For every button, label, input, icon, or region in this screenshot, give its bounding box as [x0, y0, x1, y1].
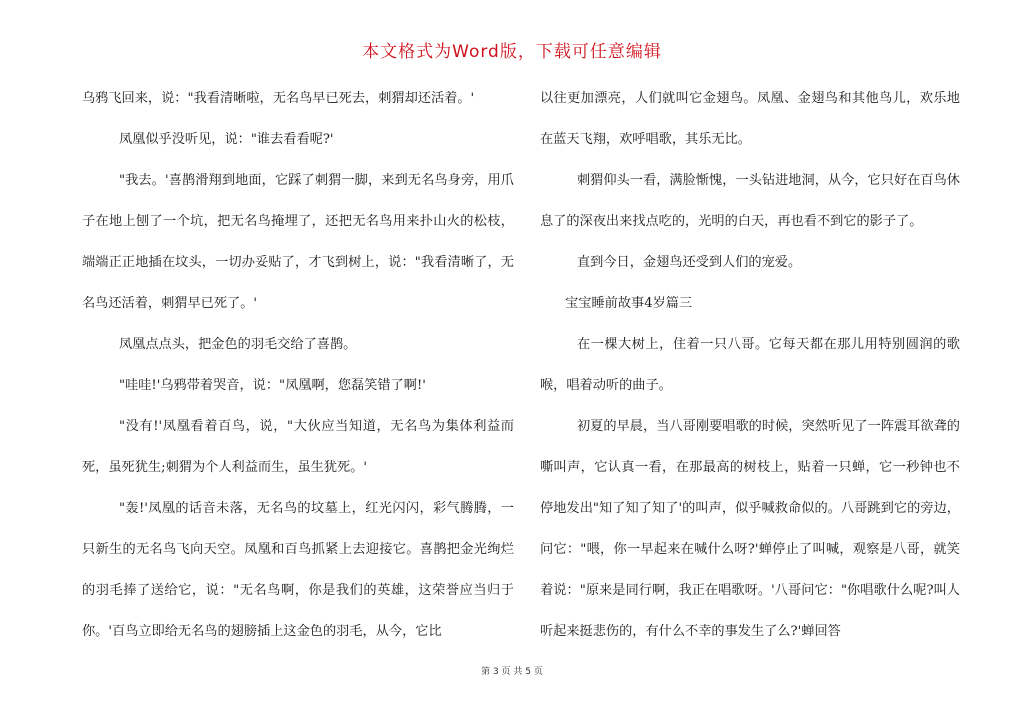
paragraph: "我去。'喜鹊滑翔到地面，它踩了刺猬一脚，来到无名鸟身旁，用爪子在地上刨了一个坑，把无名鸟掩埋了，还把无名鸟用来扑山火的松枝，端端正正地插在坟头，一切办妥贴了，才飞到树上，说："我看清晰了，无名鸟还活着，刺猬早已死了。' — [82, 173, 514, 311]
section-heading: 宝宝睡前故事4岁篇三 — [565, 296, 693, 311]
document-banner: 本文格式为Word版，下载可任意编辑 — [362, 42, 662, 62]
paragraph: "哇哇!'乌鸦带着哭音，说："凤凰啊，您磊笑错了啊!' — [118, 378, 426, 393]
paragraph: 在一棵大树上，住着一只八哥。它每天都在那儿用特别圆润的歌喉，唱着动听的曲子。 — [540, 337, 960, 393]
right-column — [540, 78, 960, 652]
paragraph: 以往更加漂亮，人们就叫它金翅鸟。凤凰、金翅鸟和其他鸟儿，欢乐地在蓝天飞翔，欢呼唱歌，其乐无比。 — [540, 91, 960, 147]
paragraph: 乌鸦飞回来，说："我看清晰啦，无名鸟早已死去，刺猬却还活着。' — [82, 91, 475, 106]
paragraph: 凤凰似乎没听见，说："谁去看看呢?' — [118, 132, 334, 147]
paragraph: 凤凰点点头，把金色的羽毛交给了喜鹊。 — [118, 337, 357, 352]
paragraph: "轰!'凤凰的话音未落，无名鸟的坟墓上，红光闪闪，彩气腾腾，一只新生的无名鸟飞向天空。凤凰和百鸟抓紧上去迎接它。喜鹊把金光绚烂的羽毛捧了送给它，说："无名鸟啊，你是我们的英雄，这荣誉应当归于你。'百鸟立即给无名鸟的翅膀插上这金色的羽毛，从今，它比 — [82, 501, 514, 639]
paragraph: 初夏的早晨，当八哥刚要唱歌的时候，突然听见了一阵震耳欲聋的嘶叫声，它认真一看，在那最高的树枝上，贴着一只蝉，它一秒钟也不停地发出"知了知了知了'的叫声，似乎喊救命似的。八哥跳到它的旁边，问它："喂，你一早起来在喊什么呀?'蝉停止了叫喊，观察是八哥，就笑着说："原来是同行啊，我正在唱歌呀。'八哥问它："你唱歌什么呢?叫人听起来挺悲伤的，有什么不幸的事发生了么?'蝉回答 — [540, 419, 960, 639]
paragraph: 刺猬仰头一看，满脸惭愧，一头钻进地洞，从今，它只好在百鸟休息了的深夜出来找点吃的，光明的白天，再也看不到它的影子了。 — [540, 173, 960, 229]
left-column — [82, 78, 514, 652]
paragraph: 直到今日，金翅鸟还受到人们的宠爱。 — [576, 255, 802, 270]
paragraph: "没有!'凤凰看着百鸟，说，"大伙应当知道，无名鸟为集体利益而死，虽死犹生;刺猬为个人利益而生，虽生犹死。' — [82, 419, 514, 475]
page-number: 第 3 页 共 5 页 — [481, 667, 543, 677]
